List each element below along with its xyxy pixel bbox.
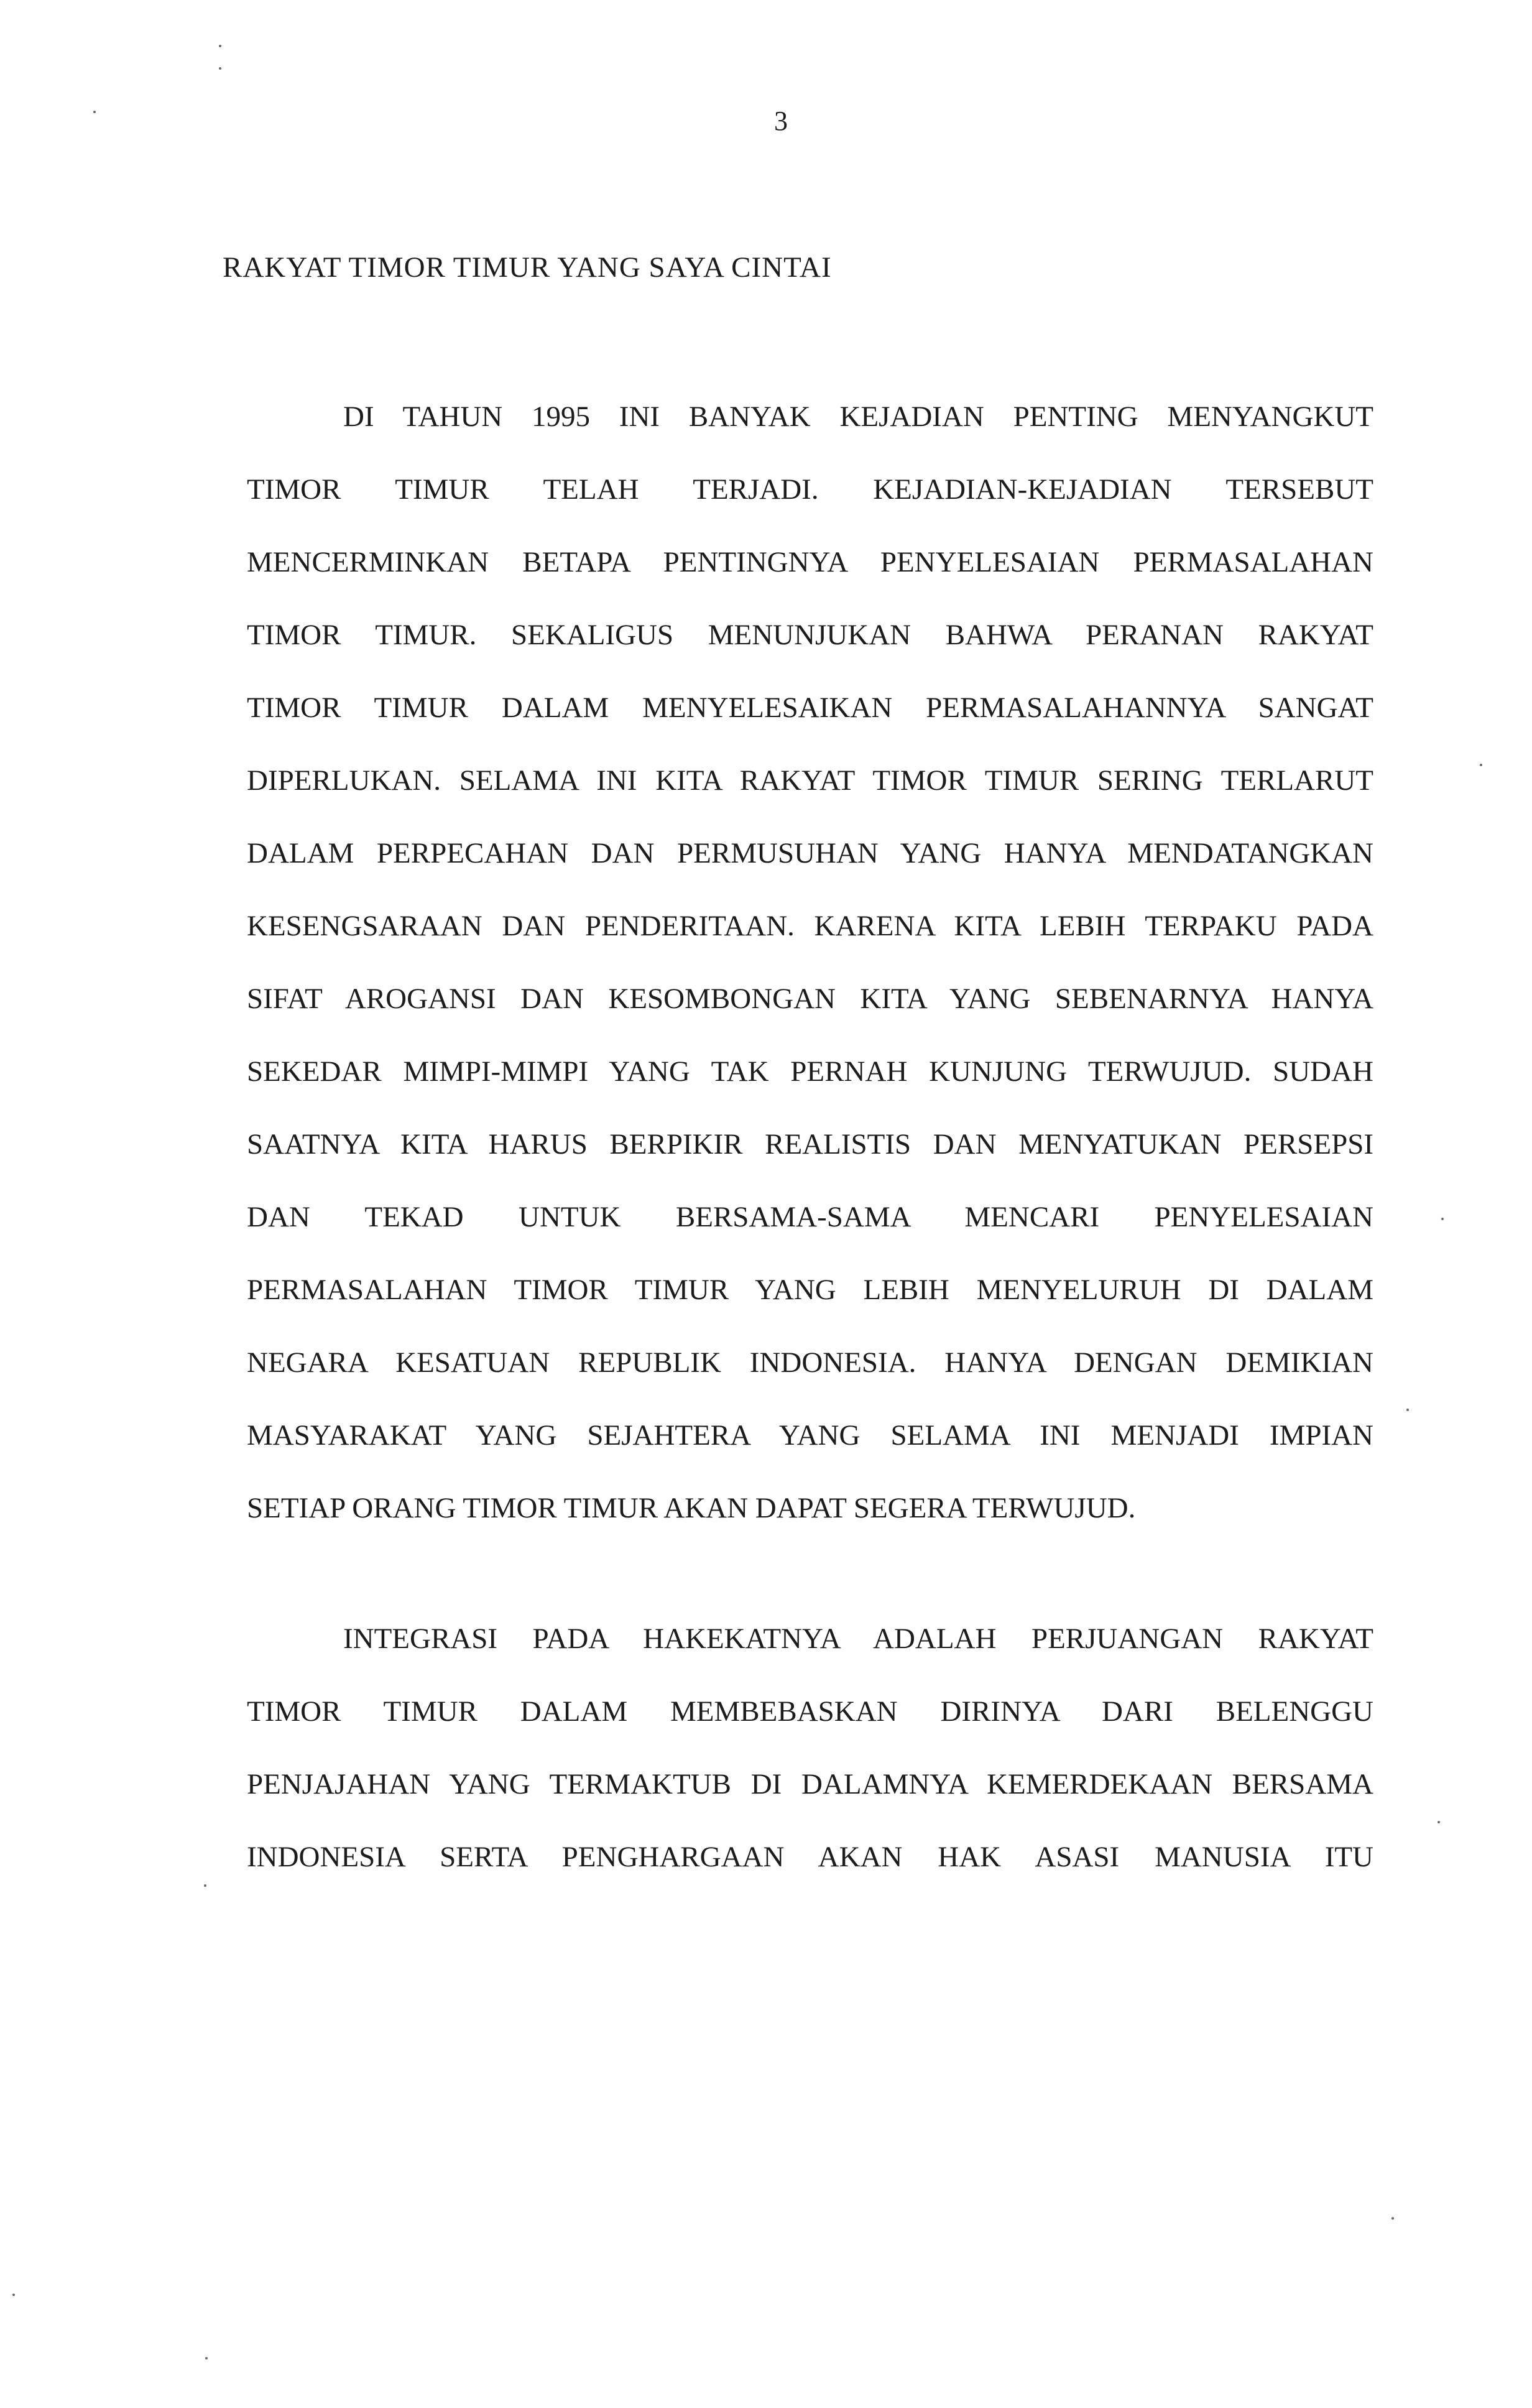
scan-speck	[1391, 2217, 1394, 2220]
paragraph-line: DAN TEKAD UNTUK BERSAMA-SAMA MENCARI PENYELESAIAN	[247, 1201, 1373, 1233]
scan-speck	[93, 111, 96, 113]
paragraph-2	[247, 1620, 1373, 1911]
paragraph-line: PENJAJAHAN YANG TERMAKTUB DI DALAMNYA KEMERDEKAAN BERSAMA	[247, 1768, 1373, 1800]
paragraph-line: MENCERMINKAN BETAPA PENTINGNYA PENYELESAIAN PERMASALAHAN	[247, 546, 1373, 578]
paragraph-line: TIMOR TIMUR DALAM MEMBEBASKAN DIRINYA DARI BELENGGU	[247, 1695, 1373, 1728]
paragraph-line: NEGARA KESATUAN REPUBLIK INDONESIA. HANYA DENGAN DEMIKIAN	[247, 1346, 1373, 1379]
paragraph-line: INDONESIA SERTA PENGHARGAAN AKAN HAK ASASI MANUSIA ITU	[247, 1841, 1373, 1873]
paragraph-line: KESENGSARAAN DAN PENDERITAAN. KARENA KITA LEBIH TERPAKU PADA	[247, 910, 1373, 942]
page-heading: RAKYAT TIMOR TIMUR YANG SAYA CINTAI	[223, 251, 832, 284]
page-number: 3	[774, 106, 788, 136]
paragraph-line: MASYARAKAT YANG SEJAHTERA YANG SELAMA INI MENJADI IMPIAN	[247, 1419, 1373, 1452]
scan-speck	[1406, 1409, 1409, 1411]
paragraph-line: DIPERLUKAN. SELAMA INI KITA RAKYAT TIMOR TIMUR SERING TERLARUT	[247, 764, 1373, 797]
paragraph-line: DALAM PERPECAHAN DAN PERMUSUHAN YANG HANYA MENDATANGKAN	[247, 837, 1373, 869]
paragraph-line: TIMOR TIMUR DALAM MENYELESAIKAN PERMASALAHANNYA SANGAT	[247, 692, 1373, 724]
scan-speck	[219, 67, 221, 70]
paragraph-line: SEKEDAR MIMPI-MIMPI YANG TAK PERNAH KUNJUNG TERWUJUD. SUDAH	[247, 1055, 1373, 1088]
paragraph-1	[247, 398, 1373, 1562]
paragraph-line: TIMOR TIMUR TELAH TERJADI. KEJADIAN-KEJADIAN TERSEBUT	[247, 473, 1373, 506]
paragraph-line: SIFAT AROGANSI DAN KESOMBONGAN KITA YANG SEBENARNYA HANYA	[247, 983, 1373, 1015]
scan-speck	[204, 1884, 206, 1887]
paragraph-line: DI TAHUN 1995 INI BANYAK KEJADIAN PENTING MENYANGKUT	[343, 401, 1373, 433]
paragraph-line: SETIAP ORANG TIMOR TIMUR AKAN DAPAT SEGERA TERWUJUD.	[247, 1492, 1136, 1524]
scan-speck	[1441, 1218, 1444, 1220]
scan-speck	[12, 2294, 15, 2296]
scan-speck	[205, 2357, 208, 2359]
scan-speck	[1480, 764, 1482, 766]
scan-speck	[219, 45, 221, 47]
paragraph-line: PERMASALAHAN TIMOR TIMUR YANG LEBIH MENYELURUH DI DALAM	[247, 1274, 1373, 1306]
paragraph-line: INTEGRASI PADA HAKEKATNYA ADALAH PERJUANGAN RAKYAT	[343, 1623, 1373, 1655]
paragraph-line: SAATNYA KITA HARUS BERPIKIR REALISTIS DAN MENYATUKAN PERSEPSI	[247, 1128, 1373, 1160]
scan-speck	[1437, 1821, 1440, 1823]
paragraph-line: TIMOR TIMUR. SEKALIGUS MENUNJUKAN BAHWA PERANAN RAKYAT	[247, 619, 1373, 651]
